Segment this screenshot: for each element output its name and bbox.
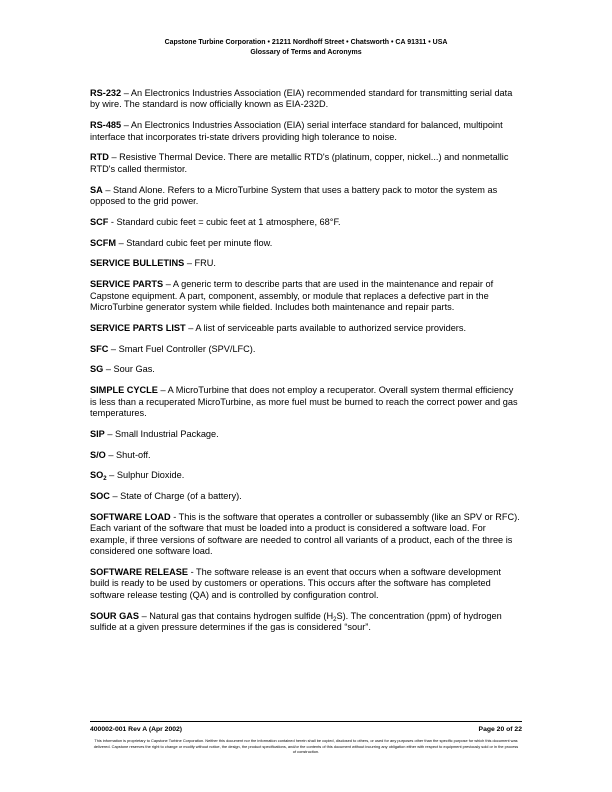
glossary-entry-simple-cycle: SIMPLE CYCLE – A MicroTurbine that does not employ a recuperator. Overall system thermal efficiency is less than a recuperated MicroTurbine, as more fuel must be burned to reach the correct power and gas temperatures. [90, 385, 518, 419]
term: SERVICE PARTS [90, 279, 164, 290]
term: SCF [90, 216, 109, 227]
definition: An Electronics Industries Association (EIA) recommended standard for transmitting serial data by wire. The standard is now officially known as EIA-232D. [90, 88, 513, 110]
term: SIP [90, 428, 105, 439]
subscript: 2 [333, 616, 337, 623]
definition: A MicroTurbine that does not employ a recuperator. Overall system thermal efficiency is less than a recuperated MicroTurbine, as more fuel must be burned to reach the correct power and gas temperatures. [90, 385, 518, 419]
definition: Sulphur Dioxide. [116, 470, 185, 481]
page-header [0, 38, 612, 58]
glossary-list [90, 88, 522, 643]
header-company-line: Capstone Turbine Corporation • 21211 Nordhoff Street • Chatsworth • CA 91311 • USA [164, 39, 448, 46]
glossary-entry-sg: SG – Sour Gas. [90, 364, 155, 375]
glossary-entry-rs232: RS-232 – An Electronics Industries Association (EIA) recommended standard for transmitting serial data by wire. The standard is now officially known as EIA-232D. [90, 88, 513, 110]
definition: Small Industrial Package. [115, 428, 219, 439]
glossary-entry-scfm: SCFM – Standard cubic feet per minute flow. [90, 237, 273, 248]
term: S/O [90, 449, 106, 460]
term: RS-485 [90, 120, 122, 131]
glossary-entry-scf: SCF - Standard cubic feet = cubic feet at 1 atmosphere, 68°F. [90, 216, 341, 227]
definition: State of Charge (of a battery). [120, 491, 242, 502]
header-doc-title: Glossary of Terms and Acronyms [250, 49, 362, 56]
definition: Resistive Thermal Device. There are metallic RTD's (platinum, copper, nickel...) and nonmetallic RTD's called thermistor. [90, 152, 509, 174]
term: SOC [90, 491, 110, 502]
footer-proprietary-notice: This information is proprietary to Capstone Turbine Corporation. Neither this document nor the information contained herein shall be copied, disclosed to others, or used for any purposes other than the specific purpose for which this document was delivered. Capstone reserves the right to change or modify without notice, the design, the product specifications, and/or the contents of this document without incurring any obligation either with respect to equipment previously sold or in the process of construction. [93, 738, 519, 755]
definition: Shut-off. [116, 449, 151, 460]
definition: The software release is an event that occurs when a software development build is ready to be used by customers or operations. This occurs after the software has completed software release testing (QA) and is controlled by configuration control. [90, 567, 501, 600]
glossary-entry-software-load: SOFTWARE LOAD - This is the software that operates a controller or subassembly (like an SPV or RFC). Each variant of the software that must be loaded into a product is considered a software load. For example, if three versions of software are needed to control all variants of a product, each of the three is considered one software load. [90, 512, 520, 557]
definition: FRU. [194, 258, 216, 269]
term: SFC [90, 343, 109, 354]
subscript: 2 [103, 476, 107, 483]
definition: This is the software that operates a controller or subassembly (like an SPV or RFC). Each variant of the software that must be loaded into a product is considered a software load. For example, if three versions of software are needed to control all variants of a product, each of the three is considered one software load. [90, 512, 520, 557]
term: SOFTWARE RELEASE [90, 567, 189, 578]
term: SIMPLE CYCLE [90, 385, 158, 396]
definition: Standard cubic feet per minute flow. [126, 237, 273, 248]
definition: A generic term to describe parts that are used in the maintenance and repair of Capstone equipment. A part, component, assembly, or module that replaces a defective part in the MicroTurbine generator system while fielded. Includes both maintenance and repair parts. [90, 279, 494, 313]
glossary-entry-sa: SA – Stand Alone. Refers to a MicroTurbine System that uses a battery pack to motor the system as opposed to the grid power. [90, 184, 498, 207]
term: SERVICE BULLETINS [90, 258, 185, 269]
term: SOFTWARE LOAD [90, 512, 171, 522]
glossary-entry-service-parts-list: SERVICE PARTS LIST – A list of serviceable parts available to authorized service providers. [90, 322, 467, 333]
glossary-entry-so: S/O – Shut-off. [90, 449, 151, 460]
term: $SO_2$ [90, 470, 107, 483]
term: RS-232 [90, 88, 122, 98]
term: RTD [90, 152, 109, 163]
definition: Smart Fuel Controller (SPV/LFC). [118, 343, 256, 354]
definition: Sour Gas. [113, 364, 155, 375]
glossary-entry-rtd: RTD – Resistive Thermal Device. There are metallic RTD's (platinum, copper, nickel...) and nonmetallic RTD's called thermistor. [90, 152, 509, 174]
term: SCFM [90, 237, 117, 248]
glossary-entry-software-release: SOFTWARE RELEASE - The software release is an event that occurs when a software development build is ready to be used by customers or operations. This occurs after the software has completed software release testing (QA) and is controlled by configuration control. [90, 567, 501, 600]
definition: A list of serviceable parts available to authorized service providers. [195, 322, 467, 333]
term: SOUR GAS [90, 610, 140, 621]
glossary-entry-sfc: SFC – Smart Fuel Controller (SPV/LFC). [90, 343, 256, 354]
glossary-entry-sour-gas: SOUR GAS – Natural gas that contains hydrogen sulfide $(H_2S)$. The concentration (ppm) of hydrogen sulfide at a given pressure determines if the gas is considered “sour”. [90, 610, 502, 633]
term: SA [90, 184, 103, 195]
term: SG [90, 364, 104, 375]
footer-doc-id: 400002-001 Rev A (Apr 2002) [90, 726, 183, 733]
definition: Natural gas that contains hydrogen sulfide $(H_2S)$. The concentration (ppm) of hydrogen sulfide at a given pressure determines if the gas is considered “sour”. [90, 610, 502, 633]
definition: Stand Alone. Refers to a MicroTurbine System that uses a battery pack to motor the system as opposed to the grid power. [90, 184, 498, 207]
glossary-entry-rs485: RS-485 – An Electronics Industries Association (EIA) serial interface standard for balanced, multipoint interface that incorporates tri-state drivers providing high tolerance to noise. [90, 120, 503, 142]
glossary-entry-soc: SOC – State of Charge (of a battery). [90, 491, 242, 502]
glossary-entry-service-bulletins: SERVICE BULLETINS – FRU. [90, 258, 216, 269]
glossary-entry-so2: $SO_2$ – Sulphur Dioxide. [90, 470, 185, 483]
term: SERVICE PARTS LIST [90, 322, 186, 333]
definition: An Electronics Industries Association (EIA) serial interface standard for balanced, multipoint interface that incorporates tri-state drivers providing high tolerance to noise. [90, 120, 503, 142]
glossary-entry-sip: SIP – Small Industrial Package. [90, 428, 219, 439]
footer-divider [90, 721, 522, 722]
definition: Standard cubic feet = cubic feet at 1 atmosphere, 68°F. [116, 216, 341, 227]
glossary-entry-service-parts: SERVICE PARTS – A generic term to describe parts that are used in the maintenance and repair of Capstone equipment. A part, component, assembly, or module that replaces a defective part in the MicroTurbine generator system while fielded. Includes both maintenance and repair parts. [90, 279, 494, 313]
footer-page-number: Page 20 of 22 [478, 726, 522, 733]
